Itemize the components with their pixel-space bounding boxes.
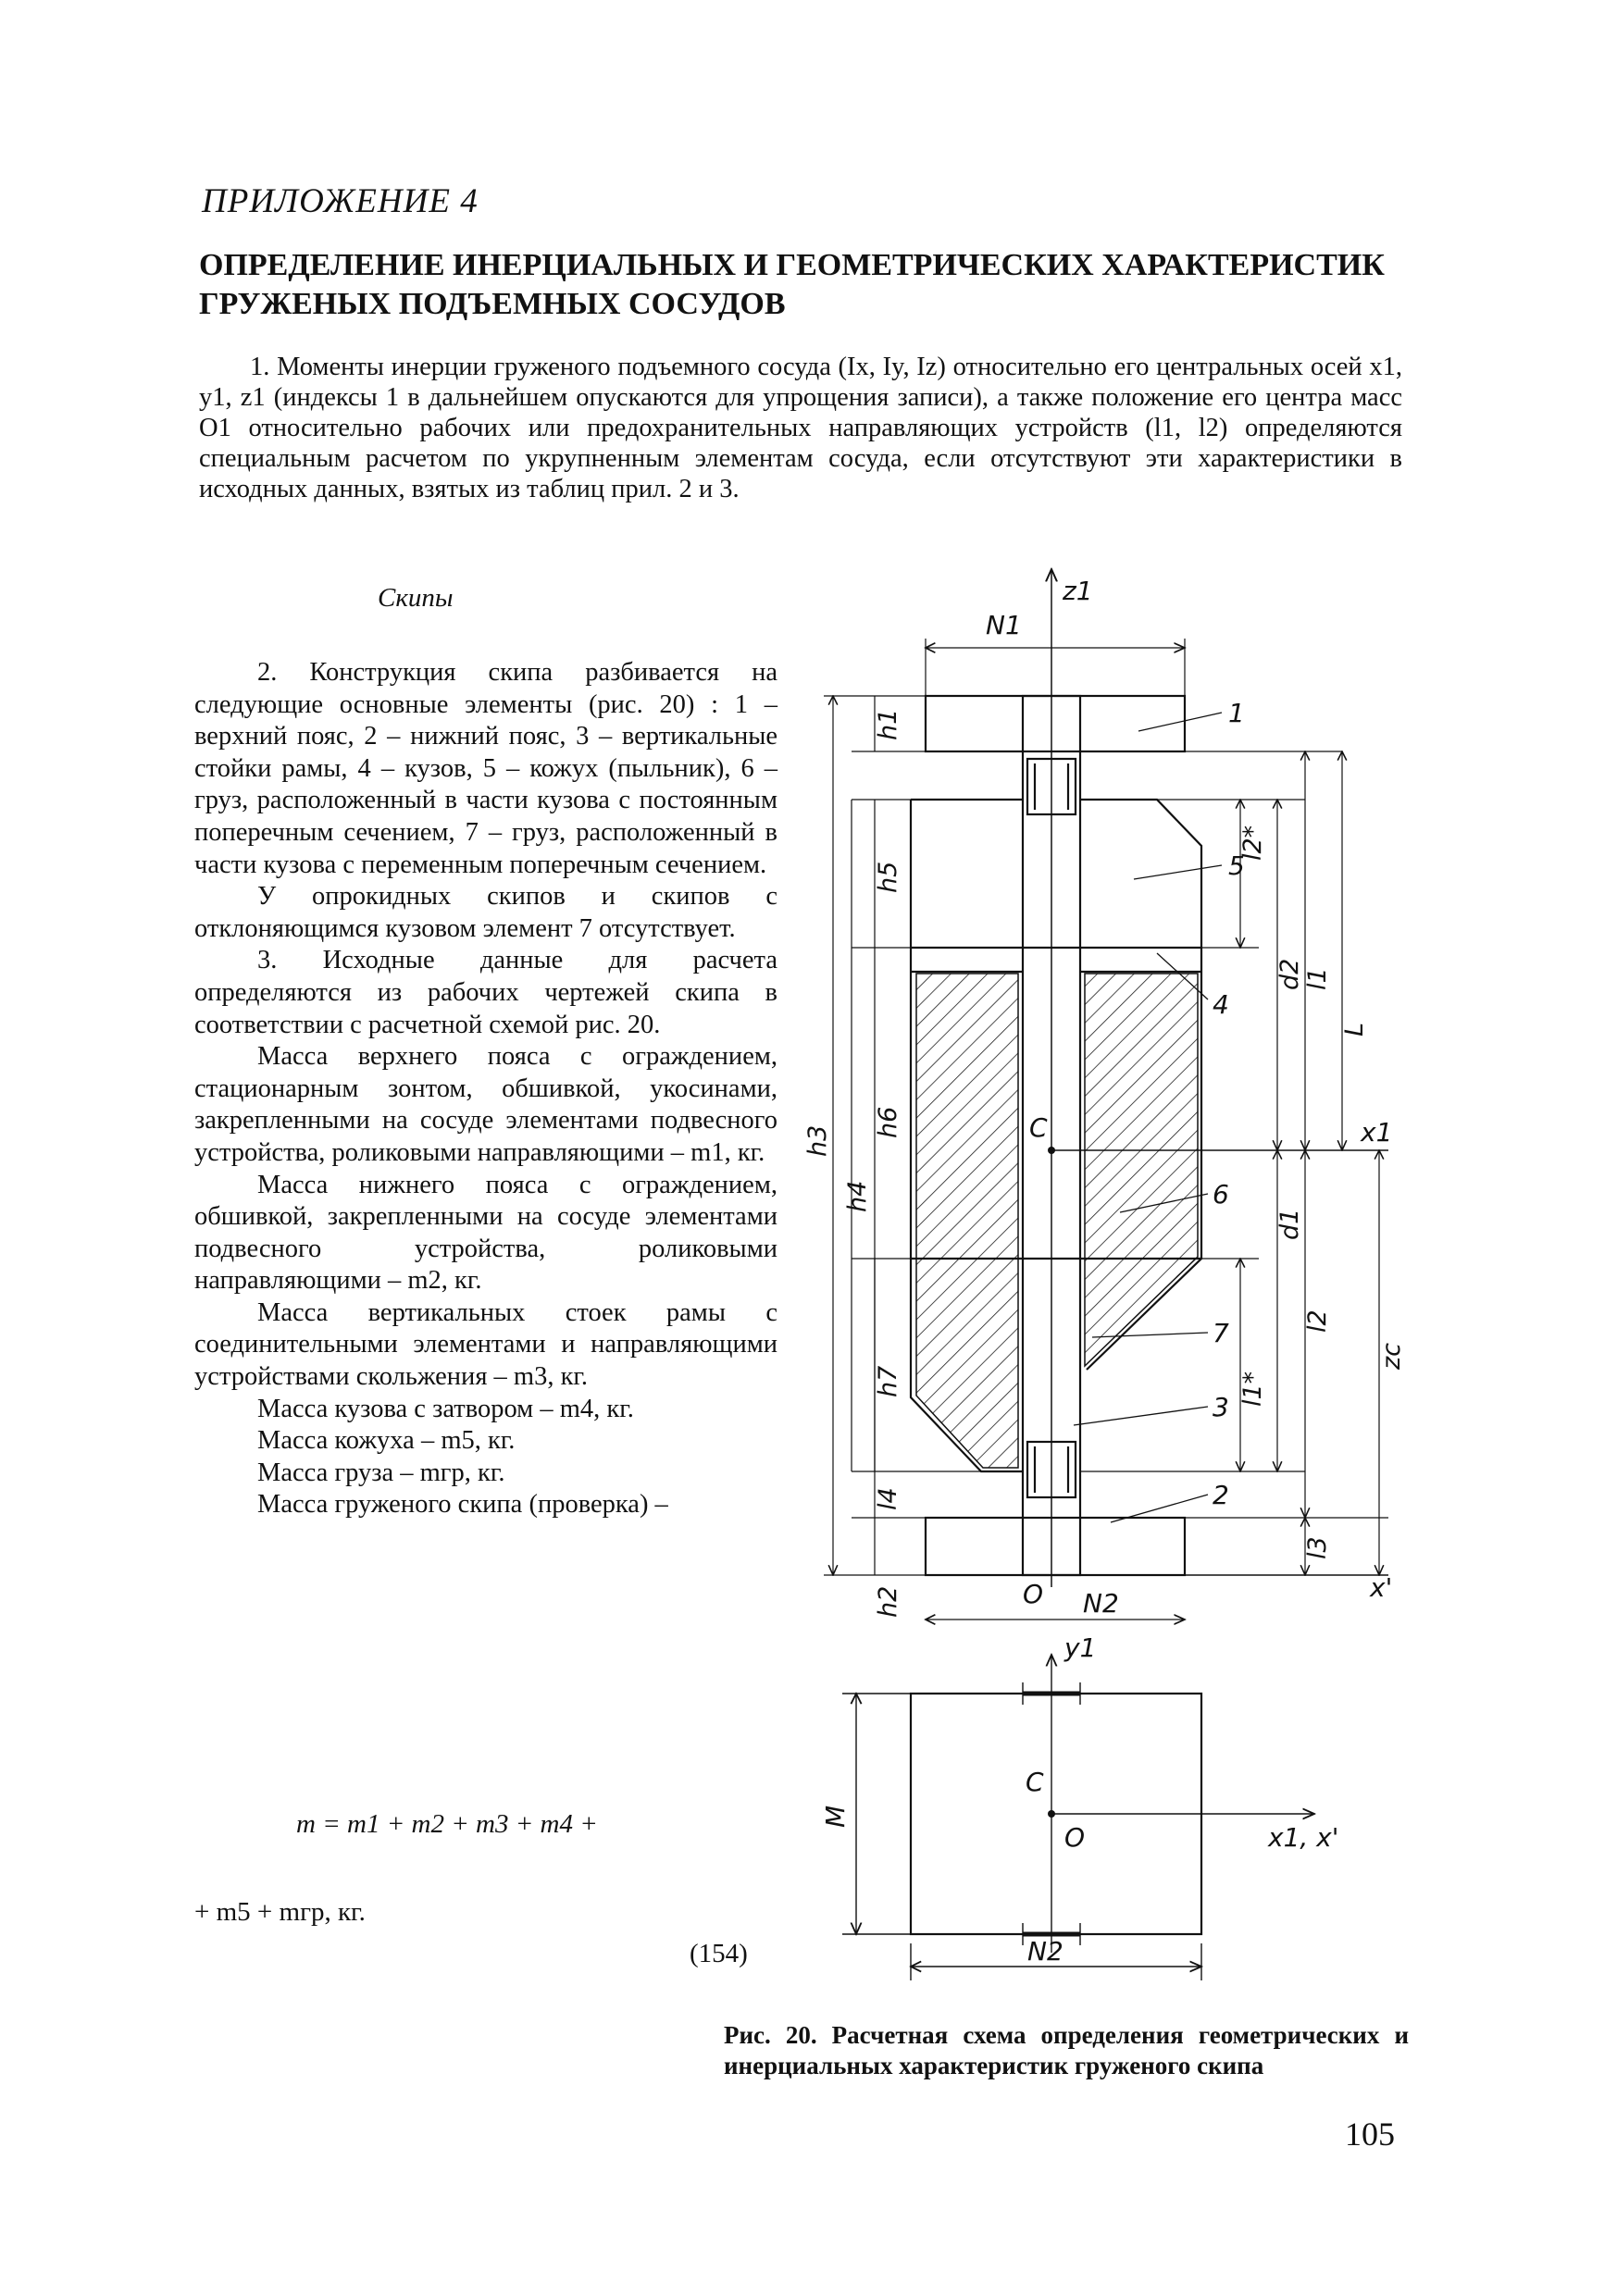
label-h3: h3 [803,1124,832,1157]
label-C-plan: C [1026,1767,1044,1797]
label-x1-xprime: x1, x' [1268,1822,1339,1853]
label-l1s: l1* [1238,1371,1267,1407]
paragraph: Масса вертикальных стоек рамы с соединительными элементами и направляющими устройствами скольжения – m3, кг. [194,1297,777,1392]
callout-5: 5 [1228,850,1245,881]
paragraph: Масса верхнего пояса с ограждением, стационарным зонтом, обшивкой, укосинами, закрепленными на сосуде элементами подвесного устройства, роликовыми направляющими – m1, кг. [194,1042,777,1167]
label-L: L [1340,1022,1369,1036]
formula-line-1: m = m1 + m2 + m3 + m4 + [296,1809,598,1839]
load-left [916,974,1018,1468]
paragraph: Масса груза – mгр, кг. [257,1458,505,1487]
label-C: C [1029,1112,1048,1143]
label-N2-plan: N2 [1027,1936,1063,1967]
callout-2: 2 [1213,1480,1229,1510]
label-l3: l3 [1303,1536,1332,1559]
paragraph: Масса кожуха – m5, кг. [257,1426,516,1456]
formula-line-2: + m5 + mгр, кг. [194,1897,366,1927]
label-h2: h2 [874,1585,902,1618]
label-O: O [1023,1579,1044,1609]
label-l2: l2 [1303,1309,1332,1333]
label-h5: h5 [874,861,902,893]
intro-text: 1. Моменты инерции груженого подъемного сосуда (Ix, Iy, Iz) относительно его центральных осей x1, y1, z1 (индексы 1 в дальнейшем опускаются для упрощения записи), а также положение его центра масс O1 относительно рабочих или предохранительных направляющих устройств (l1, l2) определяются специальным расчетом по укрупненным элементам сосуда, если отсутствуют эти характеристики в исходных данных, взятых из таблиц прил. 2 и 3. [199,353,1402,503]
label-x1: x1 [1361,1117,1393,1148]
callout-6: 6 [1213,1179,1229,1210]
paragraph: 2. Конструкция скипа разбивается на следующие основные элементы (рис. 20) : 1 – верхний пояс, 2 – нижний пояс, 3 – вертикальные стойки рамы, 4 – кузов, 5 – кожух (пыльник), 6 – груз, расположенный в части кузова с постоянным поперечным сечением, 7 – груз, расположенный в части кузова с переменным поперечным сечением. [194,658,777,879]
label-O-plan: O [1064,1822,1086,1853]
label-l2s: l2* [1238,825,1267,861]
label-zc: zc [1377,1342,1406,1370]
label-xprime: x' [1370,1572,1393,1603]
paragraph: Масса нижнего пояса с ограждением, обшивкой, закрепленными на сосуде элементами подвесного устройства, роликовыми направляющими – m2, кг. [194,1170,777,1296]
label-N1: N1 [986,610,1022,640]
page-title: ОПРЕДЕЛЕНИЕ ИНЕРЦИАЛЬНЫХ И ГЕОМЕТРИЧЕСКИХ ХАРАКТЕРИСТИК ГРУЖЕНЫХ ПОДЪЕМНЫХ СОСУДОВ [199,248,1385,321]
load-right [1085,974,1198,1366]
page-number: 105 [1345,2116,1395,2153]
center-of-mass-point [1048,1147,1055,1154]
label-h4: h4 [843,1180,872,1212]
label-y1: y1 [1064,1632,1097,1663]
figure-caption: Рис. 20. Расчетная схема определения геометрических и инерциальных характеристик груженого скипа [724,2021,1409,2079]
label-d2: d2 [1275,958,1304,990]
paragraph: Масса груженого скипа (проверка) – [257,1490,668,1520]
callout-3: 3 [1213,1392,1229,1422]
lower-belt [926,1518,1185,1575]
section-title: Скипы [378,583,454,613]
label-h6: h6 [874,1106,902,1138]
equation-number: (154) [690,1939,748,1968]
callout-1: 1 [1228,698,1245,728]
label-z1: z1 [1063,576,1093,606]
label-N2: N2 [1083,1588,1119,1619]
label-l1: l1 [1303,967,1332,990]
appendix-heading: ПРИЛОЖЕНИЕ 4 [202,182,479,220]
label-M: M [820,1805,851,1828]
upper-belt [926,696,1185,751]
paragraph: У опрокидных скипов и скипов с отклоняющимся кузовом элемент 7 отсутствует. [194,882,777,943]
label-l4: l4 [874,1487,902,1510]
label-d1: d1 [1275,1208,1304,1240]
callout-7: 7 [1213,1318,1229,1348]
paragraph: Масса кузова с затвором – m4, кг. [257,1394,634,1423]
label-h7: h7 [874,1365,902,1397]
label-h1: h1 [874,708,902,740]
paragraph: 3. Исходные данные для расчета определяются из рабочих чертежей скипа в соответствии с расчетной схемой рис. 20. [194,946,777,1039]
callout-4: 4 [1213,989,1229,1020]
